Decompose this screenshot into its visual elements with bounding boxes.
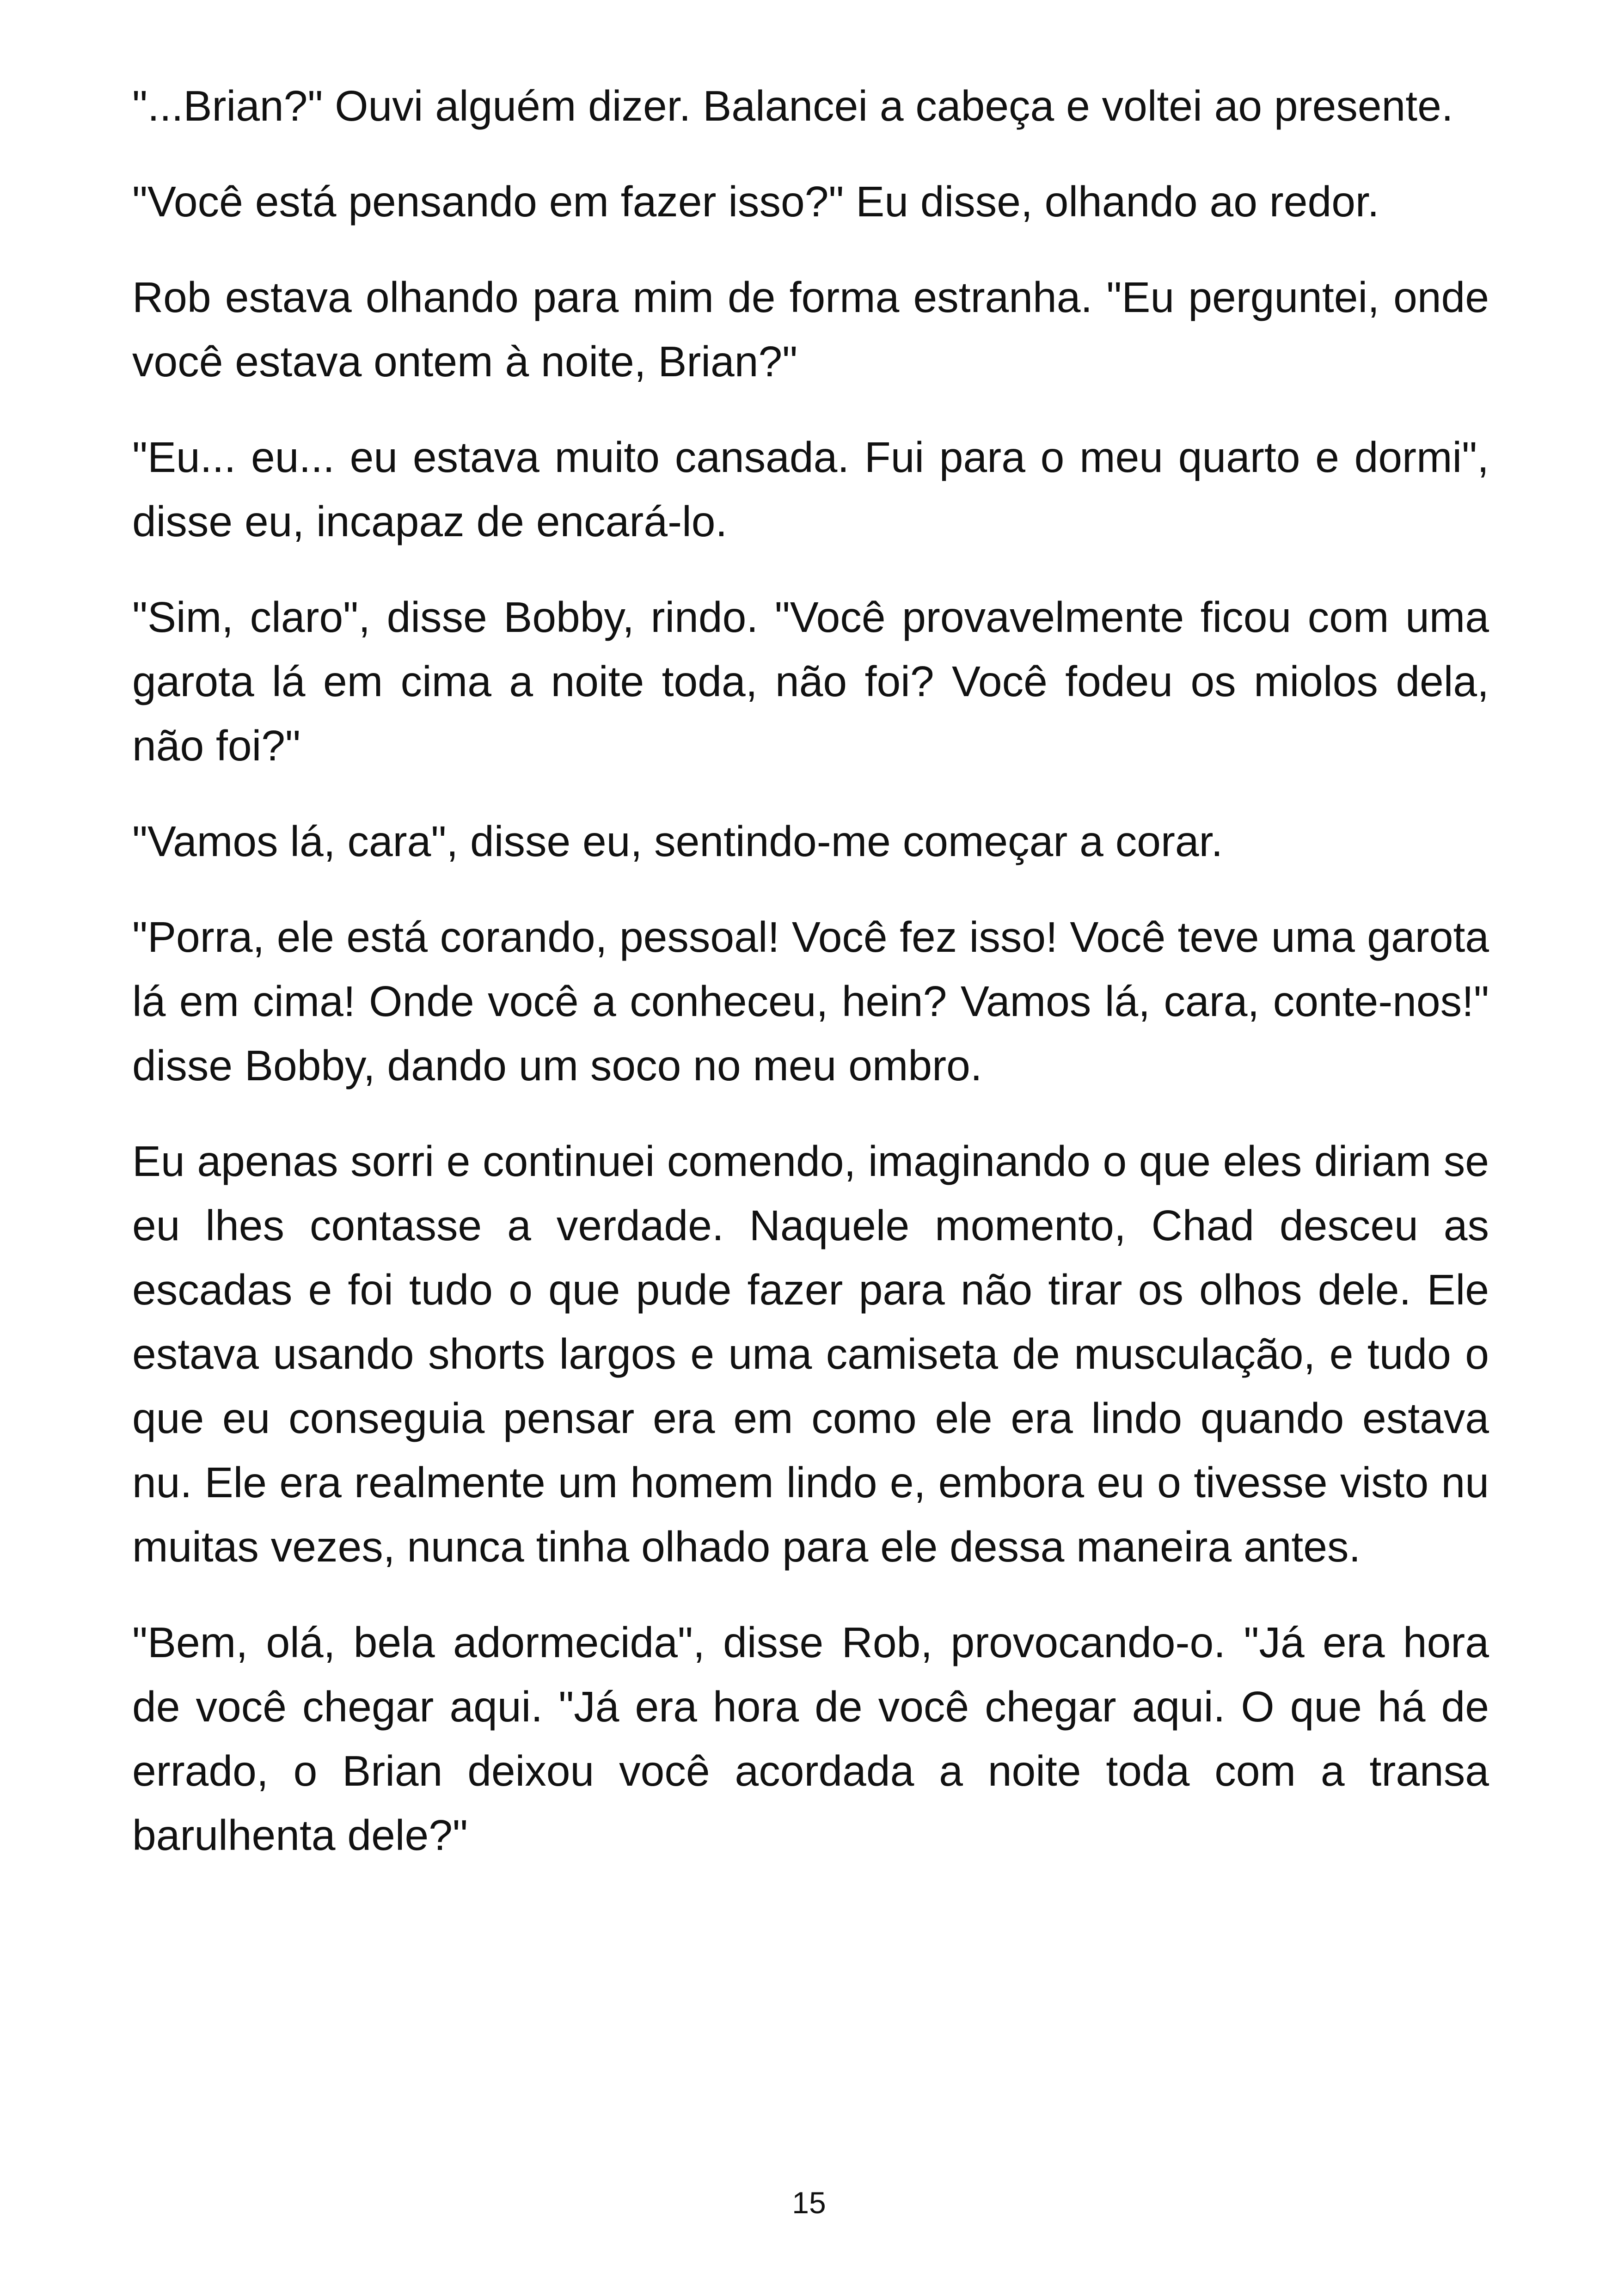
paragraph-8: Eu apenas sorri e continuei comendo, imaginando o que eles diriam se eu lhes contasse a verdade. Naquele momento, Chad desceu as escadas e foi tudo o que pude fazer para não tirar os olhos dele. Ele estava usando shorts largos e uma camiseta de musculação, e tudo o que eu conseguia pensar era em como ele era lindo quando estava nu. Ele era realmente um homem lindo e, embora eu o tivesse visto nu muitas vezes, nunca tinha olhado para ele dessa maneira antes. (132, 1137, 1489, 1571)
body-text (132, 74, 1489, 1899)
paragraph-4: "Eu... eu... eu estava muito cansada. Fui para o meu quarto e dormi", disse eu, incapaz de encará-lo. (132, 433, 1489, 545)
paragraph-9: "Bem, olá, bela adormecida", disse Rob, provocando-o. "Já era hora de você chegar aqui. "Já era hora de você chegar aqui. O que há de errado, o Brian deixou você acordada a noite toda com a transa barulhenta dele?" (132, 1618, 1489, 1859)
paragraph-5: "Sim, claro", disse Bobby, rindo. "Você provavelmente ficou com uma garota lá em cima a noite toda, não foi? Você fodeu os miolos dela, não foi?" (132, 593, 1489, 770)
paragraph-2: "Você está pensando em fazer isso?" Eu disse, olhando ao redor. (132, 178, 1379, 226)
page-number: 15 (792, 2186, 826, 2220)
paragraph-6: "Vamos lá, cara", disse eu, sentindo-me começar a corar. (132, 817, 1223, 865)
paragraph-7: "Porra, ele está corando, pessoal! Você fez isso! Você teve uma garota lá em cima! Onde você a conheceu, hein? Vamos lá, cara, conte-nos!" disse Bobby, dando um soco no meu ombro. (132, 913, 1489, 1090)
paragraph-3: Rob estava olhando para mim de forma estranha. "Eu perguntei, onde você estava ontem à noite, Brian?" (132, 273, 1489, 386)
paragraph-1: "...Brian?" Ouvi alguém dizer. Balancei a cabeça e voltei ao presente. (132, 82, 1453, 130)
